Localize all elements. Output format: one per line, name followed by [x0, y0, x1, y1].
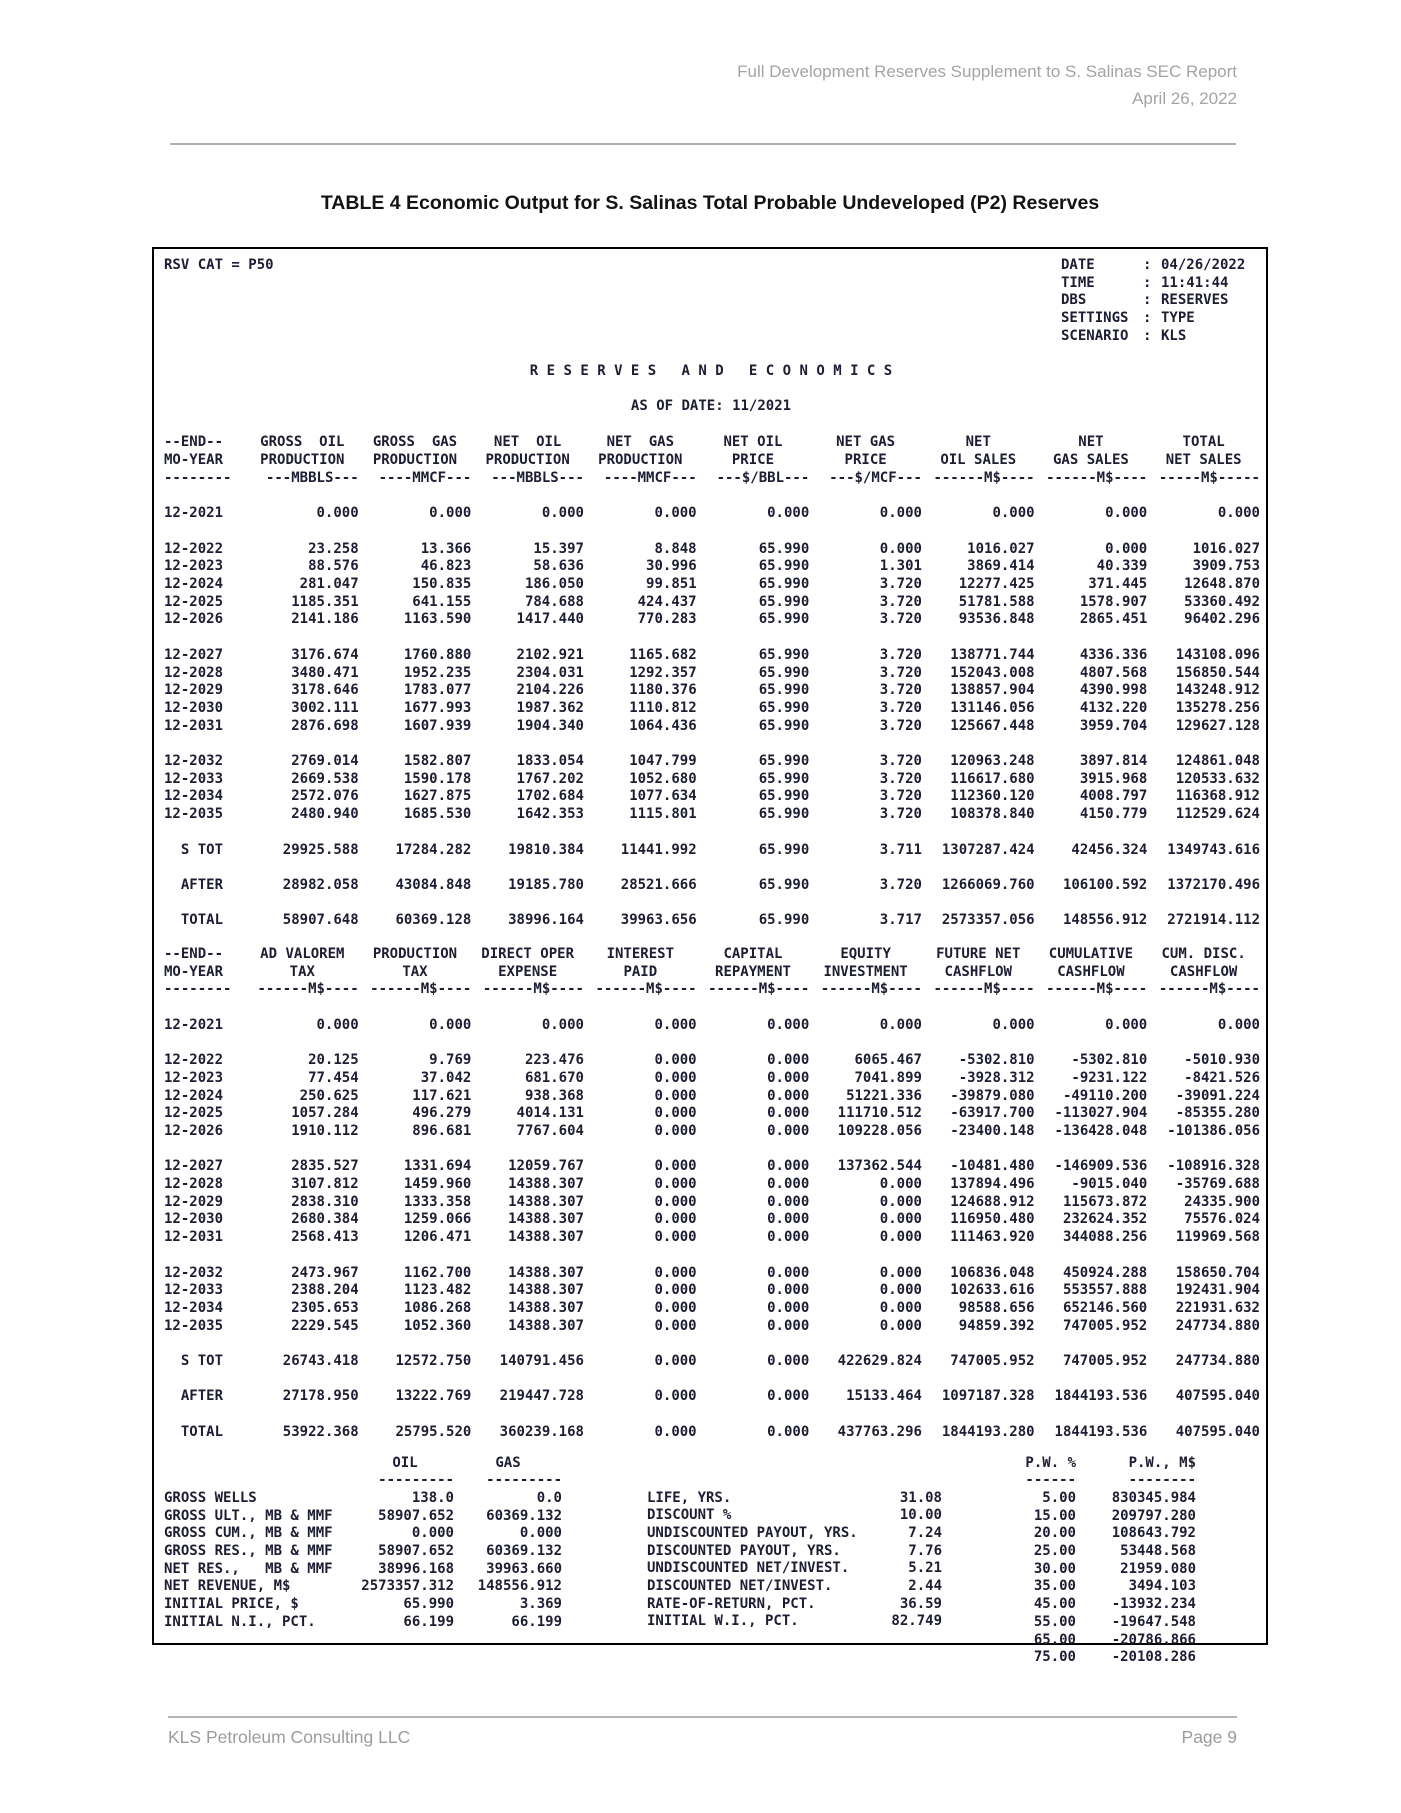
- footer-company: KLS Petroleum Consulting LLC: [168, 1727, 411, 1747]
- header-rule: [170, 143, 1236, 145]
- table-row: 55.00 -19647.548: [1033, 1613, 1196, 1630]
- table-header-row: ------ --------: [1025, 1472, 1196, 1489]
- table-row: 12-2026 1910.112 896.681 7767.604 0.000 0.000 109228.056 -23400.148 -136428.048 -101386.056: [164, 1122, 1260, 1139]
- table-row: 12-2022 20.125 9.769 223.476 0.000 0.000 6065.467 -5302.810 -5302.810 -5010.930: [164, 1052, 1260, 1069]
- table-row: 12-2034 2572.076 1627.875 1702.684 1077.634 65.990 3.720 112360.120 4008.797 116368.912: [164, 788, 1260, 805]
- table-row: 12-2021 0.000 0.000 0.000 0.000 0.000 0.000 0.000 0.000 0.000: [164, 1016, 1260, 1033]
- table-row: GROSS RES., MB & MMF 58907.652 60369.132: [164, 1543, 562, 1560]
- table-header-row: --END-- AD VALOREM PRODUCTION DIRECT OPER INTEREST CAPITAL EQUITY FUTURE NET CUMULATIVE CUM. DISC.: [164, 945, 1246, 962]
- report-meta-block: [164, 257, 1258, 346]
- meta-row-settings: SETTINGS : TYPE: [1061, 310, 1195, 327]
- table-row: 45.00 -13932.234: [1033, 1596, 1196, 1613]
- table-row: S TOT 26743.418 12572.750 140791.456 0.000 0.000 422629.824 747005.952 747005.952 247734.880: [164, 1353, 1260, 1370]
- report-box: [152, 247, 1268, 1666]
- table-row: 12-2033 2388.204 1123.482 14388.307 0.000 0.000 0.000 102633.616 553557.888 192431.904: [164, 1282, 1260, 1299]
- page-footer: [168, 1716, 1237, 1748]
- table-row: 30.00 21959.080: [1033, 1560, 1196, 1577]
- meta-row-dbs: DBS : RESERVES: [1061, 292, 1229, 309]
- table-row: INITIAL PRICE, $ 65.990 3.369: [164, 1596, 562, 1613]
- table-row: 12-2035 2480.940 1685.530 1642.353 1115.801 65.990 3.720 108378.840 4150.779 112529.624: [164, 806, 1260, 823]
- summary-section: [164, 1455, 1258, 1667]
- table-row: 12-2022 23.258 13.366 15.397 8.848 65.990 0.000 1016.027 0.000 1016.027: [164, 540, 1260, 557]
- table-row: 12-2028 3480.471 1952.235 2304.031 1292.357 65.990 3.720 152043.008 4807.568 156850.544: [164, 664, 1260, 681]
- table-row: GROSS ULT., MB & MMF 58907.652 60369.132: [164, 1507, 562, 1524]
- reserves-sales-table: [164, 434, 1260, 930]
- table-header-row: -------- ---MBBLS--- ----MMCF--- ---MBBLS--- ----MMCF--- ---$/BBL--- ---$/MCF--- ------M$---- ------M$---- -----M$-----: [164, 469, 1260, 486]
- table-row: 75.00 -20108.286: [1033, 1649, 1196, 1666]
- table-row: AFTER 27178.950 13222.769 219447.728 0.000 0.000 15133.464 1097187.328 1844193.536 407595.040: [164, 1388, 1260, 1405]
- table-row: 15.00 209797.280: [1033, 1507, 1196, 1524]
- table-title: TABLE 4 Economic Output for S. Salinas Total Probable Undeveloped (P2) Reserves: [320, 192, 1100, 214]
- table-row: 20.00 108643.792: [1033, 1525, 1196, 1542]
- table-row: 25.00 53448.568: [1033, 1543, 1196, 1560]
- table-row: 12-2027 2835.527 1331.694 12059.767 0.000 0.000 137362.544 -10481.480 -146909.536 -108916.328: [164, 1158, 1260, 1175]
- table-header-row: P.W. % P.W., M$: [1025, 1454, 1196, 1471]
- table-row: 12-2034 2305.653 1086.268 14388.307 0.000 0.000 0.000 98588.656 652146.560 221931.632: [164, 1299, 1260, 1316]
- table-header-row: -------- ------M$---- ------M$---- ------M$---- ------M$---- ------M$---- ------M$---- ------M$---- ------M$---- ------M$----: [164, 981, 1260, 998]
- meta-row-time: TIME : 11:41:44: [1061, 274, 1229, 291]
- table-row: 12-2032 2769.014 1582.807 1833.054 1047.799 65.990 3.720 120963.248 3897.814 124861.048: [164, 753, 1260, 769]
- table-row: 12-2024 281.047 150.835 186.050 99.851 65.990 3.720 12277.425 371.445 12648.870: [164, 576, 1260, 592]
- footer-page-number: Page 9: [1181, 1727, 1237, 1747]
- table-row: S TOT 29925.588 17284.282 19810.384 11441.992 65.990 3.711 1307287.424 42456.324 1349743.616: [164, 841, 1260, 858]
- table-row: 12-2033 2669.538 1590.178 1767.202 1052.680 65.990 3.720 116617.680 3915.968 120533.632: [164, 770, 1260, 787]
- table-row: UNDISCOUNTED PAYOUT, YRS. 7.24: [647, 1524, 942, 1541]
- table-row: DISCOUNT % 10.00: [647, 1507, 942, 1524]
- table-row: DISCOUNTED NET/INVEST. 2.44: [647, 1578, 942, 1595]
- table-row: INITIAL W.I., PCT. 82.749: [647, 1613, 942, 1630]
- table-header-row: --------- ---------: [378, 1472, 562, 1489]
- table-row: 12-2025 1185.351 641.155 784.688 424.437 65.990 3.720 51781.588 1578.907 53360.492: [164, 593, 1260, 610]
- economics-summary-table: [647, 1490, 942, 1632]
- table-row: 12-2031 2876.698 1607.939 1904.340 1064.436 65.990 3.720 125667.448 3959.704 129627.128: [164, 717, 1260, 734]
- table-row: RATE-OF-RETURN, PCT. 36.59: [647, 1595, 942, 1612]
- table-row: GROSS WELLS 138.0 0.0: [164, 1489, 562, 1506]
- production-summary-table: [164, 1455, 562, 1632]
- table-row: 12-2021 0.000 0.000 0.000 0.000 0.000 0.000 0.000 0.000 0.000: [164, 505, 1260, 522]
- table-header-row: OIL GAS: [392, 1454, 521, 1471]
- table-row: 12-2024 250.625 117.621 938.368 0.000 0.000 51221.336 -39879.080 -49110.200 -39091.224: [164, 1087, 1260, 1104]
- table-row: 12-2025 1057.284 496.279 4014.131 0.000 0.000 111710.512 -63917.700 -113027.904 -85355.280: [164, 1105, 1260, 1122]
- table-row: 12-2030 2680.384 1259.066 14388.307 0.000 0.000 0.000 116950.480 232624.352 75576.024: [164, 1211, 1260, 1228]
- table-header-row: MO-YEAR TAX TAX EXPENSE PAID REPAYMENT INVESTMENT CASHFLOW CASHFLOW CASHFLOW: [164, 963, 1238, 980]
- table-row: 12-2029 3178.646 1783.077 2104.226 1180.376 65.990 3.720 138857.904 4390.998 143248.912: [164, 682, 1260, 699]
- meta-row-scenario: SCENARIO : KLS: [1061, 327, 1187, 344]
- table-row: TOTAL 53922.368 25795.520 360239.168 0.000 0.000 437763.296 1844193.280 1844193.536 407595.040: [164, 1423, 1260, 1440]
- header-line-2: April 26, 2022: [1132, 89, 1237, 108]
- table-row: INITIAL N.I., PCT. 66.199 66.199: [164, 1613, 562, 1630]
- table-row: TOTAL 58907.648 60369.128 38996.164 39963.656 65.990 3.717 2573357.056 148556.912 2721914.112: [164, 912, 1260, 929]
- report-heading: R E S E R V E S A N D E C O N O M I C S: [529, 363, 893, 379]
- table-row: 12-2030 3002.111 1677.993 1987.362 1110.812 65.990 3.720 131146.056 4132.220 135278.256: [164, 699, 1260, 716]
- table-header-row: --END-- GROSS OIL GROSS GAS NET OIL NET GAS NET OIL NET GAS NET NET TOTAL: [164, 434, 1225, 451]
- table-row: 12-2035 2229.545 1052.360 14388.307 0.000 0.000 0.000 94859.392 747005.952 247734.880: [164, 1317, 1260, 1334]
- table-row: NET REVENUE, M$ 2573357.312 148556.912: [164, 1578, 562, 1595]
- table-row: AFTER 28982.058 43084.848 19185.780 28521.666 65.990 3.720 1266069.760 106100.592 1372170.496: [164, 876, 1260, 893]
- table-row: DISCOUNTED PAYOUT, YRS. 7.76: [647, 1542, 942, 1559]
- table-row: 12-2023 88.576 46.823 58.636 30.996 65.990 1.301 3869.414 40.339 3909.753: [164, 558, 1260, 575]
- present-worth-table: [991, 1455, 1196, 1667]
- run-meta-table: [1061, 257, 1256, 346]
- meta-row-date: DATE : 04/26/2022: [1061, 257, 1246, 273]
- page-header: [737, 58, 1237, 112]
- table-row: 12-2031 2568.413 1206.471 14388.307 0.000 0.000 0.000 111463.920 344088.256 119969.568: [164, 1229, 1260, 1246]
- table-row: GROSS CUM., MB & MMF 0.000 0.000: [164, 1525, 562, 1542]
- rsv-cat-label: RSV CAT = P50: [164, 257, 274, 273]
- as-of-date: AS OF DATE: 11/2021: [630, 397, 792, 414]
- table-row: 12-2023 77.454 37.042 681.670 0.000 0.000 7041.899 -3928.312 -9231.122 -8421.526: [164, 1069, 1260, 1086]
- cashflow-table: [164, 946, 1260, 1442]
- table-header-row: MO-YEAR PRODUCTION PRODUCTION PRODUCTION PRODUCTION PRICE PRICE OIL SALES GAS SALES NET SALES: [164, 452, 1242, 469]
- table-row: 65.00 -20786.866: [1033, 1631, 1196, 1648]
- table-row: 12-2027 3176.674 1760.880 2102.921 1165.682 65.990 3.720 138771.744 4336.336 143108.096: [164, 646, 1260, 663]
- header-line-1: Full Development Reserves Supplement to S. Salinas SEC Report: [737, 62, 1237, 81]
- table-row: 12-2026 2141.186 1163.590 1417.440 770.283 65.990 3.720 93536.848 2865.451 96402.296: [164, 611, 1260, 628]
- table-row: 12-2032 2473.967 1162.700 14388.307 0.000 0.000 0.000 106836.048 450924.288 158650.704: [164, 1264, 1260, 1281]
- table-row: 12-2028 3107.812 1459.960 14388.307 0.000 0.000 0.000 137894.496 -9015.040 -35769.688: [164, 1176, 1260, 1193]
- table-row: LIFE, YRS. 31.08: [647, 1489, 942, 1506]
- table-row: 5.00 830345.984: [1042, 1489, 1196, 1506]
- table-row: 12-2029 2838.310 1333.358 14388.307 0.000 0.000 0.000 124688.912 115673.872 24335.900: [164, 1193, 1260, 1210]
- table-row: 35.00 3494.103: [1033, 1578, 1196, 1595]
- table-row: NET RES., MB & MMF 38996.168 39963.660: [164, 1560, 562, 1577]
- table-row: UNDISCOUNTED NET/INVEST. 5.21: [647, 1560, 942, 1577]
